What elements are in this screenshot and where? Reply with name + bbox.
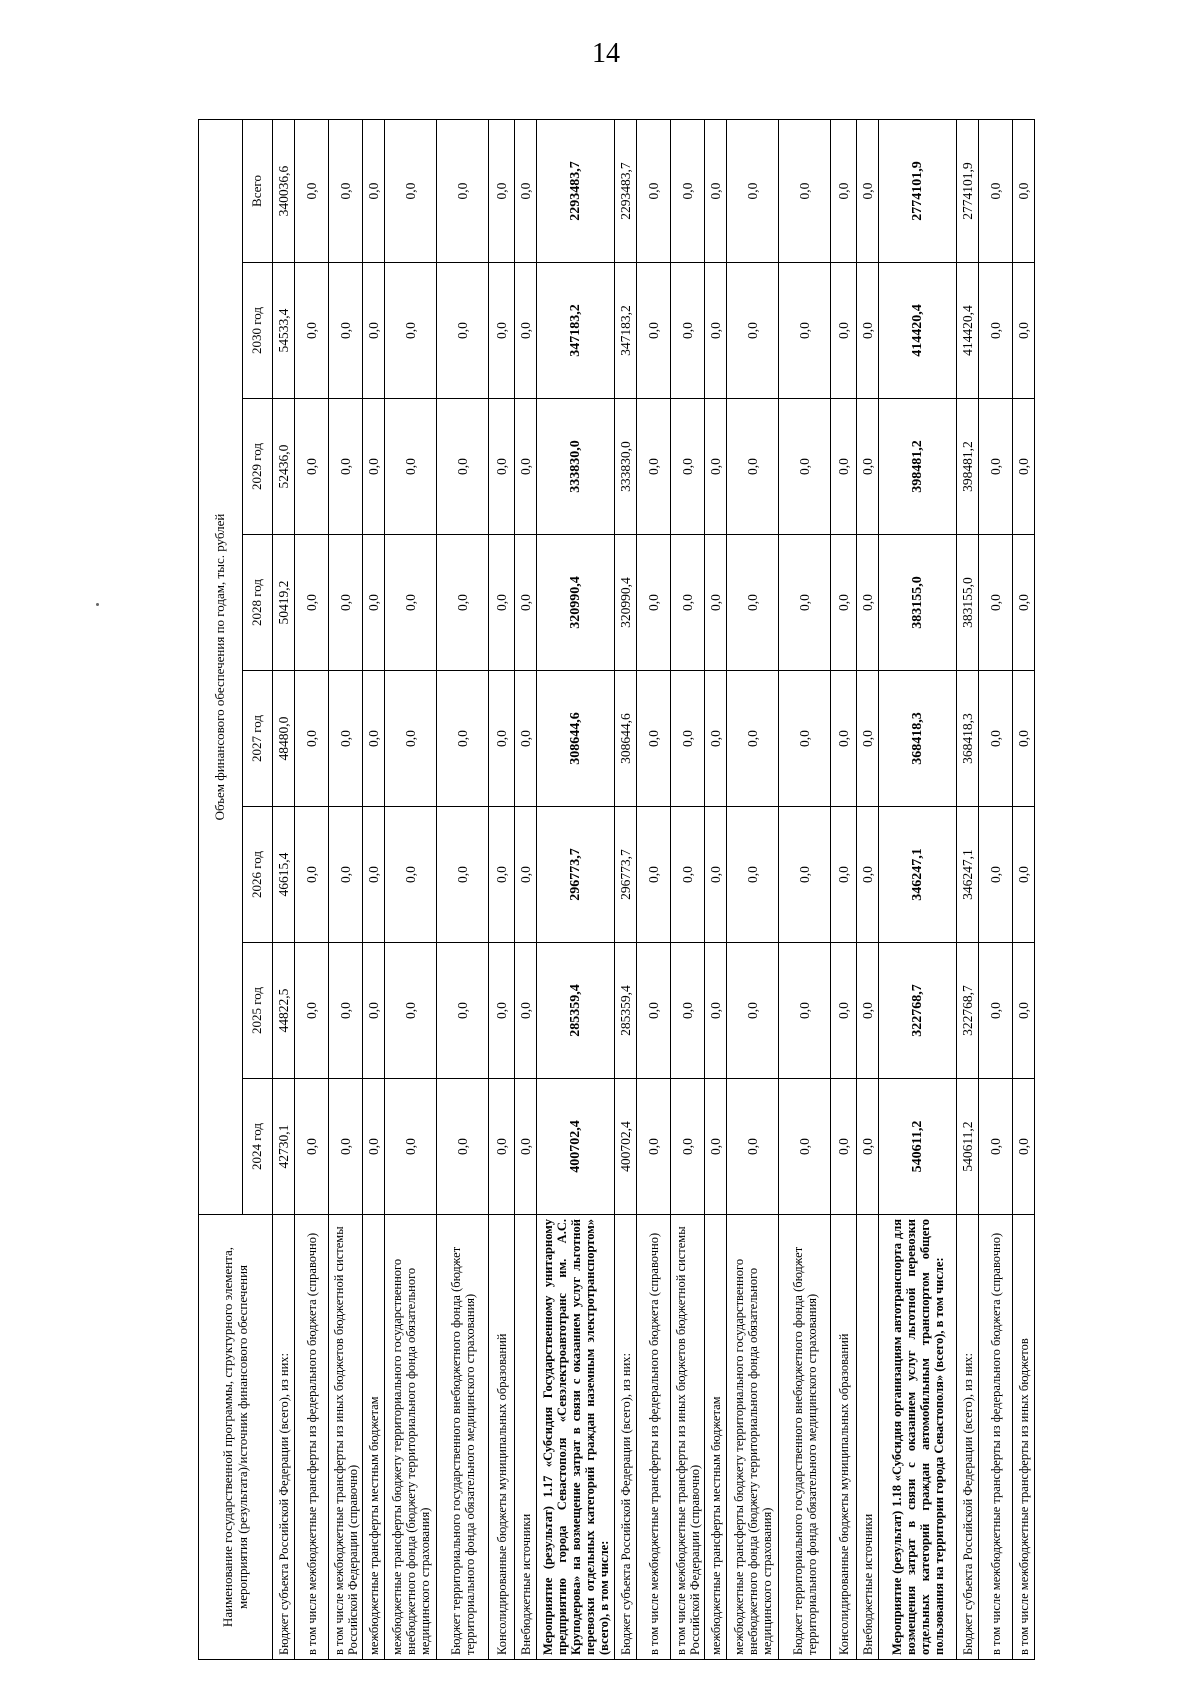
row-value-2027-год: 368418,3 [879,671,957,807]
row-value-2028-год: 0,0 [779,535,831,671]
header-year-2026: 2026 год [243,807,273,943]
row-value-2028-год: 0,0 [437,535,489,671]
row-value-2027-год: 0,0 [857,671,879,807]
row-value-2030-год: 0,0 [437,263,489,399]
row-source-name: в том числе межбюджетные трансферты из иных бюджетов бюджетной системы Российской Федерации (справочно) [329,1215,363,1660]
row-source-name: межбюджетные трансферты бюджету территориального государственного внебюджетного фонда (бюджету территориального фонда обязательного медицинского страхования) [727,1215,779,1660]
row-value-2027-год: 0,0 [831,671,857,807]
row-source-name: межбюджетные трансферты бюджету территориального государственного внебюджетного фонда (бюджету территориального фонда обязательного медицинского страхования) [385,1215,437,1660]
row-value-2024-год: 400702,4 [537,1079,615,1215]
row-value-2027-год: 0,0 [727,671,779,807]
row-source-name: межбюджетные трансферты местным бюджетам [363,1215,385,1660]
row-value-2026-год: 46615,4 [273,807,295,943]
row-value-2029-год: 0,0 [979,399,1013,535]
row-value-2025-год: 285359,4 [537,943,615,1079]
row-value-2026-год: 0,0 [831,807,857,943]
row-value-2027-год: 0,0 [637,671,671,807]
row-value-2029-год: 0,0 [385,399,437,535]
table-row [705,119,727,1659]
row-value-2025-год: 0,0 [363,943,385,1079]
row-value-2025-год: 0,0 [329,943,363,1079]
row-value-2025-год: 0,0 [489,943,515,1079]
row-value-2030-год: 0,0 [329,263,363,399]
table-row [489,119,515,1659]
row-value-2026-год: 346247,1 [879,807,957,943]
table-row [857,119,879,1659]
rotated-table-area [198,120,1068,1660]
table-row [637,119,671,1659]
row-value-2030-год: 54533,4 [273,263,295,399]
row-value-Всего: 0,0 [489,119,515,262]
table-row [363,119,385,1659]
row-value-2029-год: 0,0 [705,399,727,535]
row-value-2025-год: 0,0 [637,943,671,1079]
row-source-name: Бюджет субъекта Российской Федерации (всего), из них: [273,1215,295,1660]
row-value-2024-год: 0,0 [727,1079,779,1215]
row-value-2028-год: 0,0 [637,535,671,671]
row-value-Всего: 0,0 [671,119,705,262]
row-value-2025-год: 0,0 [1013,943,1035,1079]
row-value-Всего: 0,0 [727,119,779,262]
row-value-2029-год: 52436,0 [273,399,295,535]
row-source-name: в том числе межбюджетные трансферты из федерального бюджета (справочно) [295,1215,329,1660]
row-value-2029-год: 0,0 [329,399,363,535]
header-year-2027: 2027 год [243,671,273,807]
row-value-2024-год: 0,0 [779,1079,831,1215]
row-value-2027-год: 0,0 [671,671,705,807]
row-value-2026-год: 0,0 [295,807,329,943]
row-value-2029-год: 0,0 [671,399,705,535]
row-value-2024-год: 42730,1 [273,1079,295,1215]
row-value-2027-год: 0,0 [705,671,727,807]
row-value-Всего: 2293483,7 [537,119,615,262]
row-value-2024-год: 0,0 [385,1079,437,1215]
row-value-2027-год: 48480,0 [273,671,295,807]
row-value-2030-год: 0,0 [1013,263,1035,399]
row-value-2024-год: 0,0 [671,1079,705,1215]
row-value-2030-год: 0,0 [489,263,515,399]
row-value-2028-год: 0,0 [831,535,857,671]
row-value-2024-год: 540611,2 [957,1079,979,1215]
row-value-2028-год: 0,0 [1013,535,1035,671]
row-value-2030-год: 0,0 [831,263,857,399]
row-value-2029-год: 0,0 [1013,399,1035,535]
row-value-2025-год: 0,0 [779,943,831,1079]
table-row [437,119,489,1659]
scan-speck [96,603,99,606]
row-value-2027-год: 0,0 [437,671,489,807]
row-value-2026-год: 0,0 [671,807,705,943]
row-value-2029-год: 0,0 [727,399,779,535]
row-source-name: Бюджет субъекта Российской Федерации (всего), из них: [957,1215,979,1660]
row-value-2025-год: 0,0 [385,943,437,1079]
row-value-2027-год: 0,0 [329,671,363,807]
row-value-Всего: 2774101,9 [879,119,957,262]
page-number: 14 [592,38,620,69]
row-value-2028-год: 0,0 [705,535,727,671]
row-value-2029-год: 0,0 [831,399,857,535]
row-value-2029-год: 0,0 [857,399,879,535]
row-value-2028-год: 383155,0 [957,535,979,671]
table-body [273,119,1035,1659]
row-source-name: Бюджет территориального государственного внебюджетного фонда (бюджет территориального фонда обязательного медицинского страхования) [779,1215,831,1660]
table-row [515,119,537,1659]
row-value-Всего: 0,0 [831,119,857,262]
header-year-2028: 2028 год [243,535,273,671]
row-value-2028-год: 0,0 [329,535,363,671]
row-value-2029-год: 0,0 [515,399,537,535]
row-value-2024-год: 0,0 [437,1079,489,1215]
row-value-Всего: 2774101,9 [957,119,979,262]
row-value-2028-год: 0,0 [489,535,515,671]
row-value-2030-год: 0,0 [515,263,537,399]
row-value-Всего: 0,0 [385,119,437,262]
row-value-2026-год: 0,0 [727,807,779,943]
row-value-Всего: 0,0 [637,119,671,262]
table-row [831,119,857,1659]
table-row [615,119,637,1659]
row-value-2024-год: 0,0 [857,1079,879,1215]
row-source-name: Консолидированные бюджеты муниципальных образований [831,1215,857,1660]
table-row [779,119,831,1659]
header-name-column: Наименование государственной программы, структурного элемента, мероприятия (результата)/источник финансового обеспечения [199,1215,273,1660]
row-value-2024-год: 540611,2 [879,1079,957,1215]
row-value-2030-год: 414420,4 [879,263,957,399]
row-value-Всего: 0,0 [295,119,329,262]
row-value-2029-год: 0,0 [437,399,489,535]
row-source-name: Внебюджетные источники [515,1215,537,1660]
row-value-2030-год: 0,0 [857,263,879,399]
row-value-2029-год: 398481,2 [879,399,957,535]
row-value-2026-год: 0,0 [979,807,1013,943]
row-value-2025-год: 0,0 [515,943,537,1079]
row-value-2028-год: 320990,4 [537,535,615,671]
row-value-2027-год: 0,0 [979,671,1013,807]
row-source-name: Внебюджетные источники [857,1215,879,1660]
row-value-2025-год: 0,0 [671,943,705,1079]
row-value-2024-год: 0,0 [329,1079,363,1215]
row-value-2030-год: 347183,2 [615,263,637,399]
row-value-2027-год: 0,0 [779,671,831,807]
row-value-2030-год: 0,0 [363,263,385,399]
row-value-2030-год: 0,0 [385,263,437,399]
row-value-2027-год: 0,0 [295,671,329,807]
header-year-2029: 2029 год [243,399,273,535]
table-row [537,119,615,1659]
row-value-2025-год: 0,0 [295,943,329,1079]
row-value-2028-год: 0,0 [385,535,437,671]
row-source-name: в том числе межбюджетные трансферты из федерального бюджета (справочно) [979,1215,1013,1660]
row-value-Всего: 0,0 [779,119,831,262]
row-value-2028-год: 0,0 [515,535,537,671]
row-source-name: межбюджетные трансферты местным бюджетам [705,1215,727,1660]
row-value-2024-год: 0,0 [637,1079,671,1215]
row-source-name: Консолидированные бюджеты муниципальных образований [489,1215,515,1660]
row-value-2027-год: 308644,6 [537,671,615,807]
row-value-Всего: 0,0 [515,119,537,262]
row-value-2024-год: 0,0 [979,1079,1013,1215]
row-value-2026-год: 0,0 [329,807,363,943]
row-value-2025-год: 322768,7 [957,943,979,1079]
rotated-table-wrapper [198,120,1068,1660]
row-value-2026-год: 0,0 [779,807,831,943]
row-value-2030-год: 0,0 [637,263,671,399]
row-value-2028-год: 0,0 [727,535,779,671]
row-value-2028-год: 0,0 [671,535,705,671]
row-value-Всего: 0,0 [329,119,363,262]
row-value-Всего: 0,0 [363,119,385,262]
table-row [385,119,437,1659]
row-source-name: в том числе межбюджетные трансферты из федерального бюджета (справочно) [637,1215,671,1660]
row-value-2025-год: 322768,7 [879,943,957,1079]
row-value-2024-год: 0,0 [705,1079,727,1215]
row-value-2024-год: 0,0 [295,1079,329,1215]
table-row [879,119,957,1659]
row-value-2027-год: 308644,6 [615,671,637,807]
row-value-2024-год: 0,0 [515,1079,537,1215]
table-row [295,119,329,1659]
row-value-2024-год: 0,0 [831,1079,857,1215]
row-value-2028-год: 0,0 [295,535,329,671]
row-value-2028-год: 383155,0 [879,535,957,671]
table-row [1013,119,1035,1659]
row-value-2028-год: 320990,4 [615,535,637,671]
row-value-2030-год: 414420,4 [957,263,979,399]
row-value-2030-год: 0,0 [671,263,705,399]
row-value-Всего: 0,0 [857,119,879,262]
row-source-name: Бюджет субъекта Российской Федерации (всего), из них: [615,1215,637,1660]
row-value-2024-год: 400702,4 [615,1079,637,1215]
table-row [727,119,779,1659]
financing-table [198,119,1035,1660]
row-value-2024-год: 0,0 [1013,1079,1035,1215]
row-source-name: в том числе межбюджетные трансферты из иных бюджетов [1013,1215,1035,1660]
row-value-2026-год: 0,0 [437,807,489,943]
row-value-2025-год: 0,0 [857,943,879,1079]
row-value-2028-год: 0,0 [363,535,385,671]
row-value-2025-год: 0,0 [727,943,779,1079]
row-value-2030-год: 0,0 [705,263,727,399]
row-source-name: Мероприятие (результат) 1.18 «Субсидия организациям автотранспорта для возмещения затрат в связи с оказанием услуг льготной перевозки отдельных категорий граждан автомобильным транспортом общего пользования на территории города Севастополя» (всего), в том числе: [879,1215,957,1660]
table-row [979,119,1013,1659]
row-value-2026-год: 296773,7 [615,807,637,943]
row-value-2025-год: 0,0 [979,943,1013,1079]
row-value-2026-год: 296773,7 [537,807,615,943]
row-value-2030-год: 0,0 [779,263,831,399]
row-value-2026-год: 0,0 [363,807,385,943]
row-value-2026-год: 0,0 [489,807,515,943]
row-value-2025-год: 285359,4 [615,943,637,1079]
row-source-name: Мероприятие (результат) 1.17 «Субсидия Государственному унитарному предприятию города Севастополя «Севэлектроавтотранс им. А.С. Круподерова» на возмещение затрат в связи с оказанием услуг льготной перевозки отдельных категорий граждан наземным электротранспортом» (всего), в том числе: [537,1215,615,1660]
row-value-Всего: 340036,6 [273,119,295,262]
row-value-Всего: 0,0 [1013,119,1035,262]
row-value-2026-год: 0,0 [385,807,437,943]
row-value-2030-год: 0,0 [295,263,329,399]
row-value-2027-год: 0,0 [515,671,537,807]
row-value-2026-год: 0,0 [1013,807,1035,943]
row-value-2026-год: 346247,1 [957,807,979,943]
row-value-Всего: 0,0 [979,119,1013,262]
row-value-2028-год: 50419,2 [273,535,295,671]
header-financing-group: Объем финансового обеспечения по годам, тыс. рублей [199,119,243,1214]
row-value-2027-год: 0,0 [489,671,515,807]
row-value-2029-год: 0,0 [779,399,831,535]
row-value-2029-год: 333830,0 [615,399,637,535]
row-value-2024-год: 0,0 [363,1079,385,1215]
row-value-2026-год: 0,0 [705,807,727,943]
row-value-Всего: 0,0 [705,119,727,262]
row-value-2027-год: 0,0 [363,671,385,807]
header-year-2025: 2025 год [243,943,273,1079]
table-row [329,119,363,1659]
table-header [199,119,273,1659]
row-value-2028-год: 0,0 [979,535,1013,671]
row-source-name: Бюджет территориального государственного внебюджетного фонда (бюджет территориального фонда обязательного медицинского страхования) [437,1215,489,1660]
row-value-2025-год: 0,0 [831,943,857,1079]
row-value-2026-год: 0,0 [857,807,879,943]
row-value-2025-год: 0,0 [437,943,489,1079]
row-value-2030-год: 0,0 [979,263,1013,399]
row-value-2030-год: 0,0 [727,263,779,399]
row-value-2029-год: 0,0 [295,399,329,535]
row-source-name: в том числе межбюджетные трансферты из иных бюджетов бюджетной системы Российской Федерации (справочно) [671,1215,705,1660]
row-value-2025-год: 44822,5 [273,943,295,1079]
row-value-2027-год: 0,0 [1013,671,1035,807]
header-total: Всего [243,119,273,262]
row-value-2024-год: 0,0 [489,1079,515,1215]
row-value-2027-год: 368418,3 [957,671,979,807]
row-value-2026-год: 0,0 [515,807,537,943]
table-row [671,119,705,1659]
row-value-2025-год: 0,0 [705,943,727,1079]
table-row [273,119,295,1659]
row-value-2029-год: 0,0 [363,399,385,535]
row-value-2029-год: 333830,0 [537,399,615,535]
row-value-Всего: 0,0 [437,119,489,262]
row-value-2030-год: 347183,2 [537,263,615,399]
table-row [957,119,979,1659]
row-value-2029-год: 0,0 [637,399,671,535]
header-year-2024: 2024 год [243,1079,273,1215]
row-value-Всего: 2293483,7 [615,119,637,262]
header-year-2030: 2030 год [243,263,273,399]
row-value-2027-год: 0,0 [385,671,437,807]
row-value-2029-год: 0,0 [489,399,515,535]
row-value-2028-год: 0,0 [857,535,879,671]
row-value-2029-год: 398481,2 [957,399,979,535]
row-value-2026-год: 0,0 [637,807,671,943]
